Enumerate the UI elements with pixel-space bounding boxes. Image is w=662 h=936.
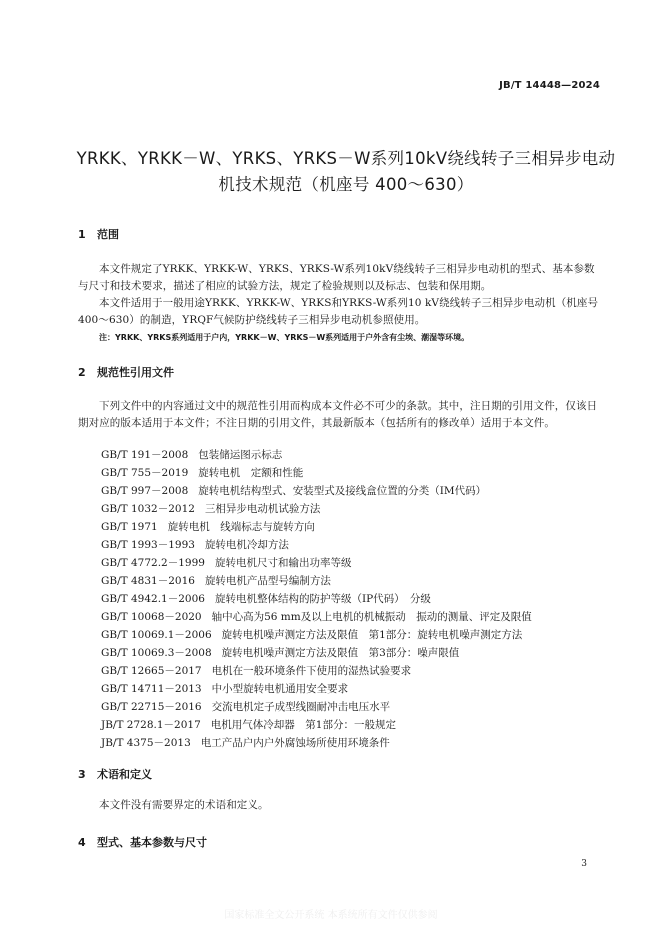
reference-code: GB/T 4942.1－2006 (101, 593, 205, 605)
section-1-heading (78, 226, 119, 242)
reference-code: GB/T 4831－2016 (101, 575, 195, 587)
standard-id: JB/T 14448—2024 (499, 80, 600, 91)
reference-title: 旋转电机结构型式、安装型式及接线盒位置的分类（IM代码） (198, 485, 487, 497)
reference-code: GB/T 1971 (101, 521, 158, 533)
reference-title: 电工产品户内户外腐蚀场所使用环境条件 (200, 737, 390, 749)
reference-list (101, 446, 532, 752)
reference-title: 中小型旋转电机通用安全要求 (211, 683, 349, 695)
title-line-2: 机技术规范（机座号 400～630） (218, 175, 474, 194)
section-1-number: 1 (78, 228, 86, 241)
reference-item (101, 536, 532, 554)
reference-item (101, 482, 532, 500)
terms-text: 本文件没有需要界定的术语和定义。 (99, 799, 269, 811)
reference-item (101, 698, 532, 716)
reference-title: 电机在一般环境条件下使用的湿热试验要求 (211, 665, 412, 677)
reference-title: 旋转电机噪声测定方法及限值 第3部分：噪声限值 (221, 647, 460, 659)
reference-item (101, 734, 532, 752)
reference-code: GB/T 10068－2020 (101, 611, 202, 623)
section-4-heading (78, 834, 207, 850)
section-2-heading (78, 364, 174, 380)
reference-code: JB/T 2728.1－2017 (101, 719, 201, 731)
reference-item (101, 662, 532, 680)
document-title (60, 146, 632, 198)
reference-item (101, 572, 532, 590)
reference-code: GB/T 10069.3－2008 (101, 647, 212, 659)
reference-code: GB/T 14711－2013 (101, 683, 202, 695)
reference-title: 包装储运图示标志 (198, 449, 283, 461)
reference-item (101, 518, 532, 536)
reference-code: GB/T 1032－2012 (101, 503, 195, 515)
reference-code: GB/T 4772.2－1999 (101, 557, 205, 569)
reference-title: 轴中心高为56 mm及以上电机的机械振动 振动的测量、评定及限值 (211, 611, 532, 623)
section-3-title: 术语和定义 (97, 768, 152, 781)
section-1-title: 范围 (97, 228, 119, 241)
reference-item (101, 554, 532, 572)
reference-item (101, 464, 532, 482)
section-2-number: 2 (78, 366, 86, 379)
reference-item (101, 608, 532, 626)
title-line-1: YRKK、YRKK－W、YRKS、YRKS－W系列10kV绕线转子三相异步电动 (76, 149, 616, 168)
page-number: 3 (581, 859, 587, 869)
reference-title: 交流电机定子成型线圈耐冲击电压水平 (211, 701, 391, 713)
reference-title: 旋转电机 线端标志与旋转方向 (167, 521, 315, 533)
reference-title: 旋转电机产品型号编制方法 (204, 575, 331, 587)
reference-title: 旋转电机噪声测定方法及限值 第1部分：旋转电机噪声测定方法 (221, 629, 523, 641)
reference-item (101, 716, 532, 734)
reference-title: 旋转电机整体结构的防护等级（IP代码） 分级 (214, 593, 431, 605)
reference-code: GB/T 997－2008 (101, 485, 189, 497)
reference-code: GB/T 10069.1－2006 (101, 629, 212, 641)
reference-title: 电机用气体冷却器 第1部分：一般规定 (210, 719, 396, 731)
reference-code: GB/T 1993－1993 (101, 539, 195, 551)
section-2-title: 规范性引用文件 (97, 366, 174, 379)
reference-title: 旋转电机 定额和性能 (198, 467, 304, 479)
section-3-heading (78, 766, 152, 782)
reference-item (101, 500, 532, 518)
reference-code: GB/T 22715－2016 (101, 701, 202, 713)
reference-title: 旋转电机冷却方法 (204, 539, 289, 551)
scope-note: 注：YRKK、YRKS系列适用于户内，YRKK－W、YRKS－W系列适用于户外含有尘埃、潮湿等环境。 (99, 333, 470, 342)
reference-code: GB/T 755－2019 (101, 467, 189, 479)
reference-item (101, 446, 532, 464)
scope-paragraph-1: 本文件规定了YRKK、YRKK-W、YRKS、YRKS-W系列10kV绕线转子三相异步电动机的型式、基本参数与尺寸和技术要求，描述了相应的试验方法，规定了检验规则以及标志、包装和保用期。 (78, 263, 595, 292)
reference-item (101, 590, 532, 608)
reference-code: GB/T 12665－2017 (101, 665, 202, 677)
scope-paragraph-2: 本文件适用于一般用途YRKK、YRKK-W、YRKS和YRKS-W系列10 kV绕线转子三相异步电动机（机座号400～630）的制造，YRQF气候防护绕线转子三相异步电动机参照使用。 (78, 297, 599, 326)
reference-title: 旋转电机尺寸和输出功率等级 (214, 557, 352, 569)
reference-item (101, 626, 532, 644)
watermark: 国家标准全文公开系统 本系统所有文件仅供参阅 (224, 910, 438, 921)
section-4-title: 型式、基本参数与尺寸 (97, 836, 207, 849)
section-4-number: 4 (78, 836, 86, 849)
reference-item (101, 644, 532, 662)
normative-intro: 下列文件中的内容通过文中的规范性引用而构成本文件必不可少的条款。其中，注日期的引用文件，仅该日期对应的版本适用于本文件；不注日期的引用文件，其最新版本（包括所有的修改单）适用于本文件。 (78, 400, 598, 429)
reference-code: GB/T 191－2008 (101, 449, 189, 461)
reference-code: JB/T 4375－2013 (101, 737, 191, 749)
reference-item (101, 680, 532, 698)
section-3-number: 3 (78, 768, 86, 781)
reference-title: 三相异步电动机试验方法 (204, 503, 321, 515)
